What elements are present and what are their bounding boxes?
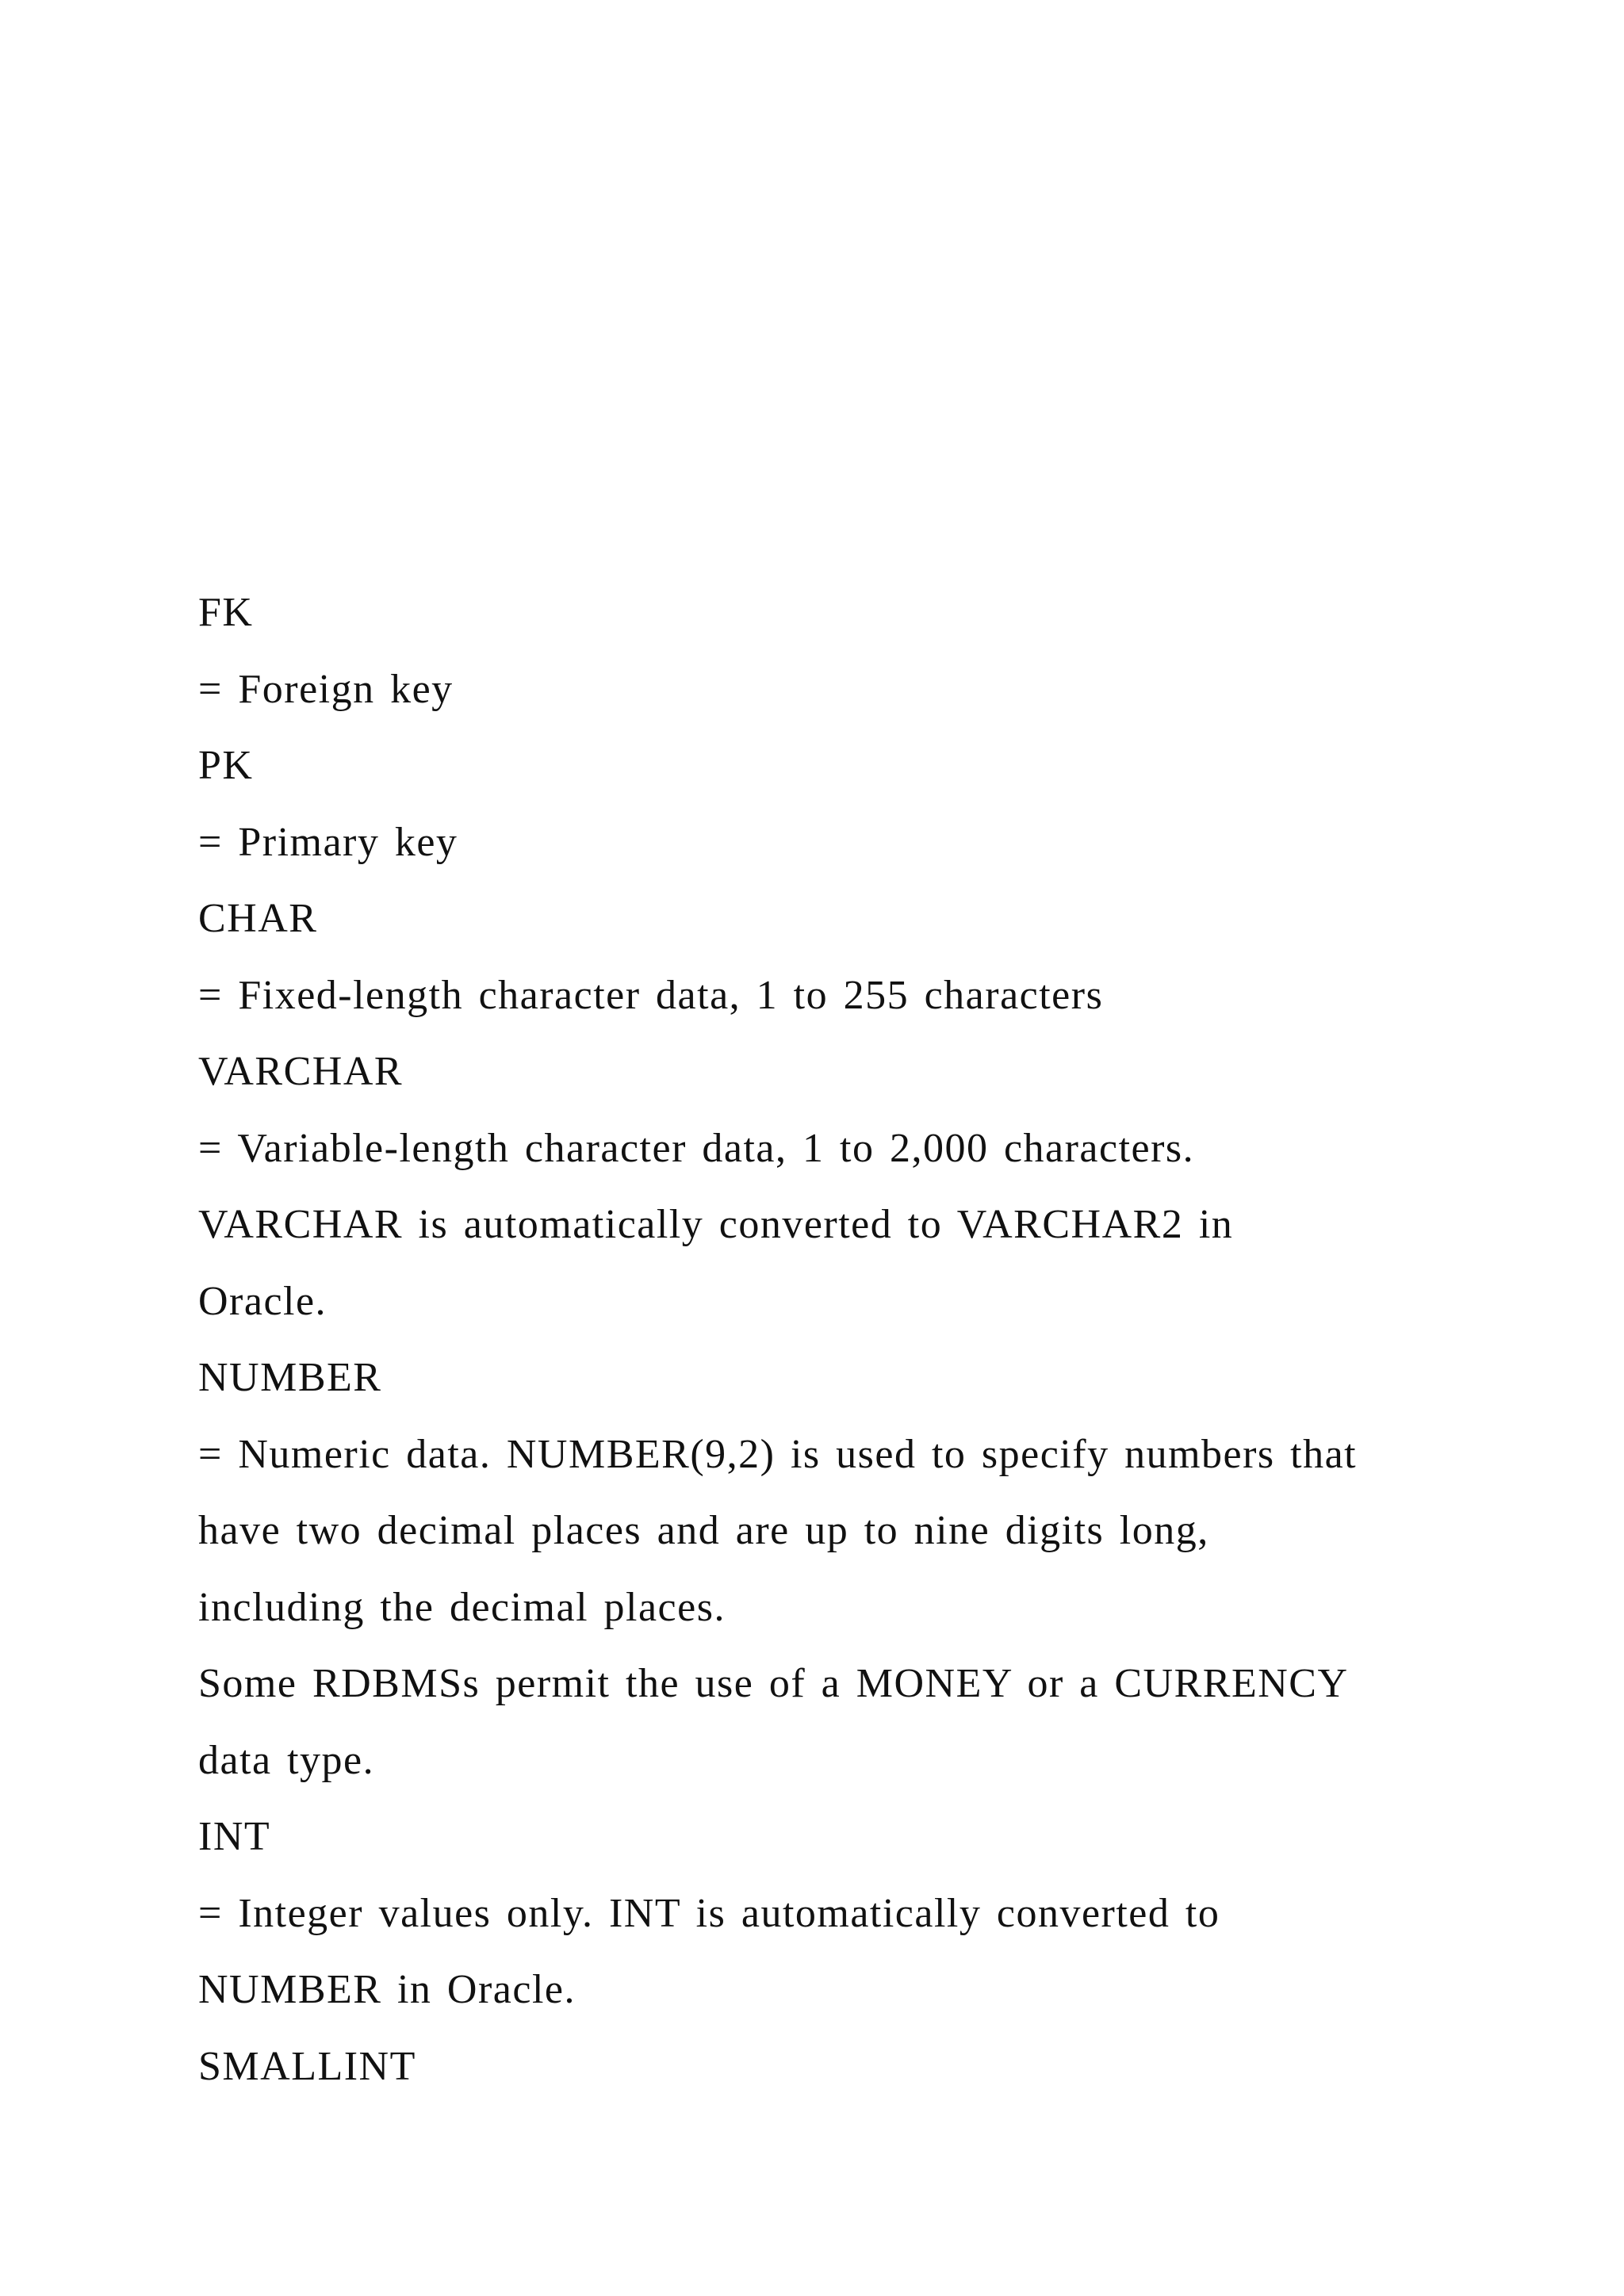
term-char: CHAR (198, 896, 318, 941)
term-pk: PK (198, 743, 254, 788)
definition-int-line-1: = Integer values only. INT is automatically converted to (198, 1890, 1220, 1936)
definition-number-note-line-1: Some RDBMSs permit the use of a MONEY or a CURRENCY (198, 1661, 1349, 1706)
definition-pk: = Primary key (198, 819, 458, 865)
term-number: NUMBER (198, 1355, 382, 1400)
term-int: INT (198, 1814, 271, 1859)
glossary-text-block (198, 575, 1586, 2105)
definition-varchar-line-1: = Variable-length character data, 1 to 2,000 characters. (198, 1125, 1195, 1171)
term-fk: FK (198, 590, 254, 635)
term-smallint: SMALLINT (198, 2043, 416, 2089)
definition-varchar-line-2: VARCHAR is automatically converted to VARCHAR2 in (198, 1202, 1234, 1247)
definition-number-note-line-2: data type. (198, 1737, 375, 1783)
definition-number-line-3: including the decimal places. (198, 1584, 726, 1630)
term-varchar: VARCHAR (198, 1049, 404, 1094)
definition-number-line-2: have two decimal places and are up to nine digits long, (198, 1508, 1209, 1553)
definition-varchar-line-3: Oracle. (198, 1278, 327, 1324)
definition-int-line-2: NUMBER in Oracle. (198, 1967, 576, 2012)
definition-char: = Fixed-length character data, 1 to 255 characters (198, 972, 1104, 1018)
definition-fk: = Foreign key (198, 666, 454, 712)
definition-number-line-1: = Numeric data. NUMBER(9,2) is used to specify numbers that (198, 1431, 1358, 1477)
